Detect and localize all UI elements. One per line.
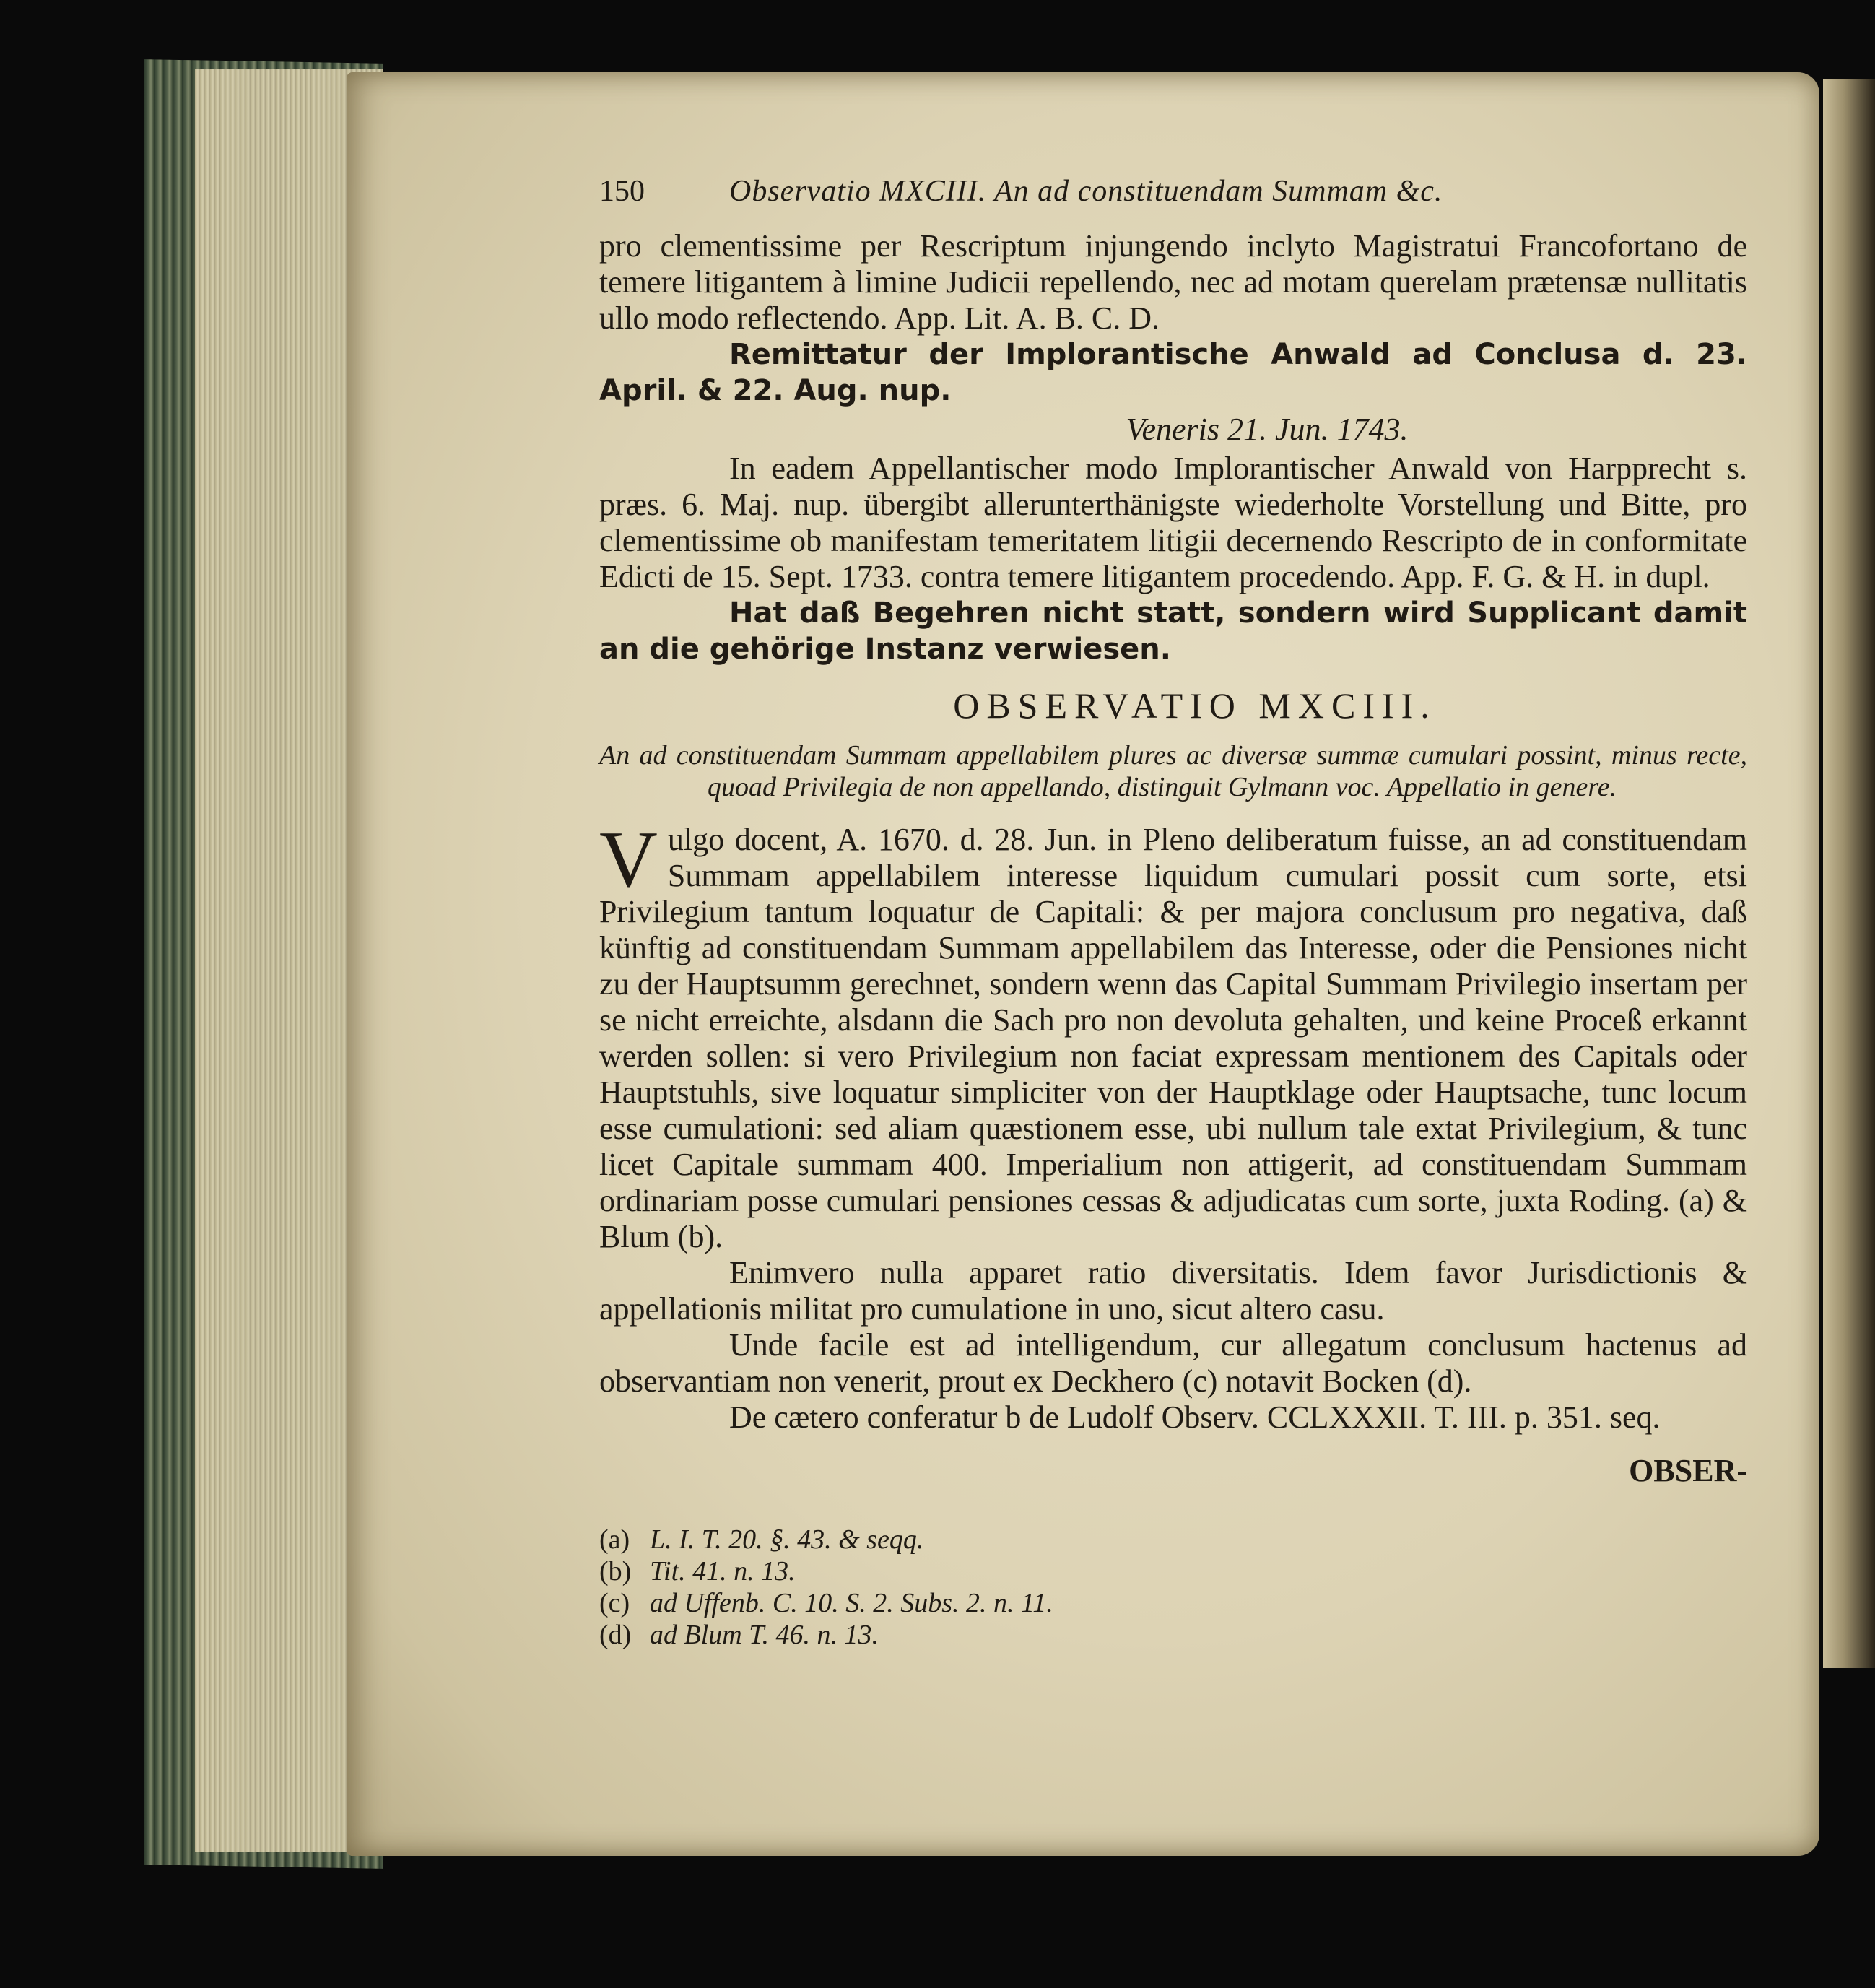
observation-summary: An ad constituendam Summam appellabilem plures ac diversæ summæ cumulari possint, minus recte, quoad Privilegia de non appellando, distinguit Gylmann voc. Appellatio in genere. <box>599 740 1747 802</box>
paragraph-petition: pro clementissime per Rescriptum injungendo inclyto Magistratui Francofortano de temere litigantem à limine Judicii repellendo, nec ad motam querelam prætensæ nullitatis ullo modo reflectendo. App. Lit. A. B. C. D. <box>599 228 1747 336</box>
catchword: OBSER- <box>1629 1453 1747 1488</box>
page-text <box>599 173 1747 1651</box>
footnote-item: (d) ad Blum T. 46. n. 13. <box>599 1620 879 1650</box>
body-paragraph-ludolf: De cætero conferatur b de Ludolf Observ. CCLXXXII. T. III. p. 351. seq. <box>729 1399 1661 1435</box>
running-title: Observatio MXCIII. An ad constituendam Summam &c. <box>729 175 1443 208</box>
footnote-item: (b) Tit. 41. n. 13. <box>599 1556 796 1587</box>
paragraph-remittatur: Remittatur der Implorantische Anwald ad Conclusa d. 23. April. & 22. Aug. nup. <box>599 338 1747 407</box>
footnotes <box>599 1524 1747 1651</box>
date-line: Veneris 21. Jun. 1743. <box>1126 412 1409 447</box>
body-paragraph-vulgo: Vulgo docent, A. 1670. d. 28. Jun. in Pleno deliberatum fuisse, an ad constituendam Summam appellabilem interesse liquidum cumulari possit cum sorte, etsi Privilegium tantum loquatur de Capitali: & per majora conclusum pro negativa, daß künftig ad constituendam Summam appellabilem das Interesse, oder die Pensiones nicht zu der Hauptsumm gerechnet, sondern wenn das Capital Summam Privilegio insertam per se nicht erreichte, alsdann die Sach pro non devoluta gehalten, und keine Proceß erkannt werden sollen: si vero Privilegium non faciat expressam mentionem des Capitals oder Hauptstuhls, sive loquatur simpliciter von der Hauptklage oder Hauptsache, tunc locum esse cumulationi: sed aliam quæstionem esse, ubi nullum tale extat Privilegium, & tunc licet Capitale summam 400. Imperialium non attigerit, ad constituendam Summam ordinariam posse cumulari pensiones cessas & adjudicatas cum sorte, juxta Roding. (a) & Blum (b). <box>599 815 1747 1254</box>
page-number: 150 <box>599 175 645 208</box>
body-paragraph-unde: Unde facile est ad intelligendum, cur allegatum conclusum hactenus ad observantiam non venerit, prout ex Deckhero (c) notavit Bocken (d). <box>599 1327 1747 1399</box>
footnote-item: (c) ad Uffenb. C. 10. S. 2. Subs. 2. n. 11. <box>599 1588 1053 1618</box>
observation-heading: OBSERVATIO MXCIII. <box>953 685 1437 726</box>
paragraph-decision: Hat daß Begehren nicht statt, sondern wird Supplicant damit an die gehörige Instanz verwiesen. <box>599 596 1747 666</box>
facing-page-curl <box>1823 79 1875 1668</box>
paragraph-appellant: In eadem Appellantischer modo Implorantischer Anwald von Harpprecht s. præs. 6. Maj. nup. übergibt allerunterthänigste wiederholte Vorstellung und Bitte, pro clementissime ob manifestam temeritatem litigii decernendo Rescripto de in conformitate Edicti de 15. Sept. 1733. contra temere litigantem procedendo. App. F. G. & H. in dupl. <box>599 451 1747 594</box>
body-paragraph-enimvero: Enimvero nulla apparet ratio diversitatis. Idem favor Jurisdictionis & appellationis militat pro cumulatione in uno, sicut altero casu. <box>599 1255 1747 1327</box>
running-header <box>599 173 1747 209</box>
footnote-item: (a) L. I. T. 20. §. 43. & seqq. <box>599 1524 924 1555</box>
